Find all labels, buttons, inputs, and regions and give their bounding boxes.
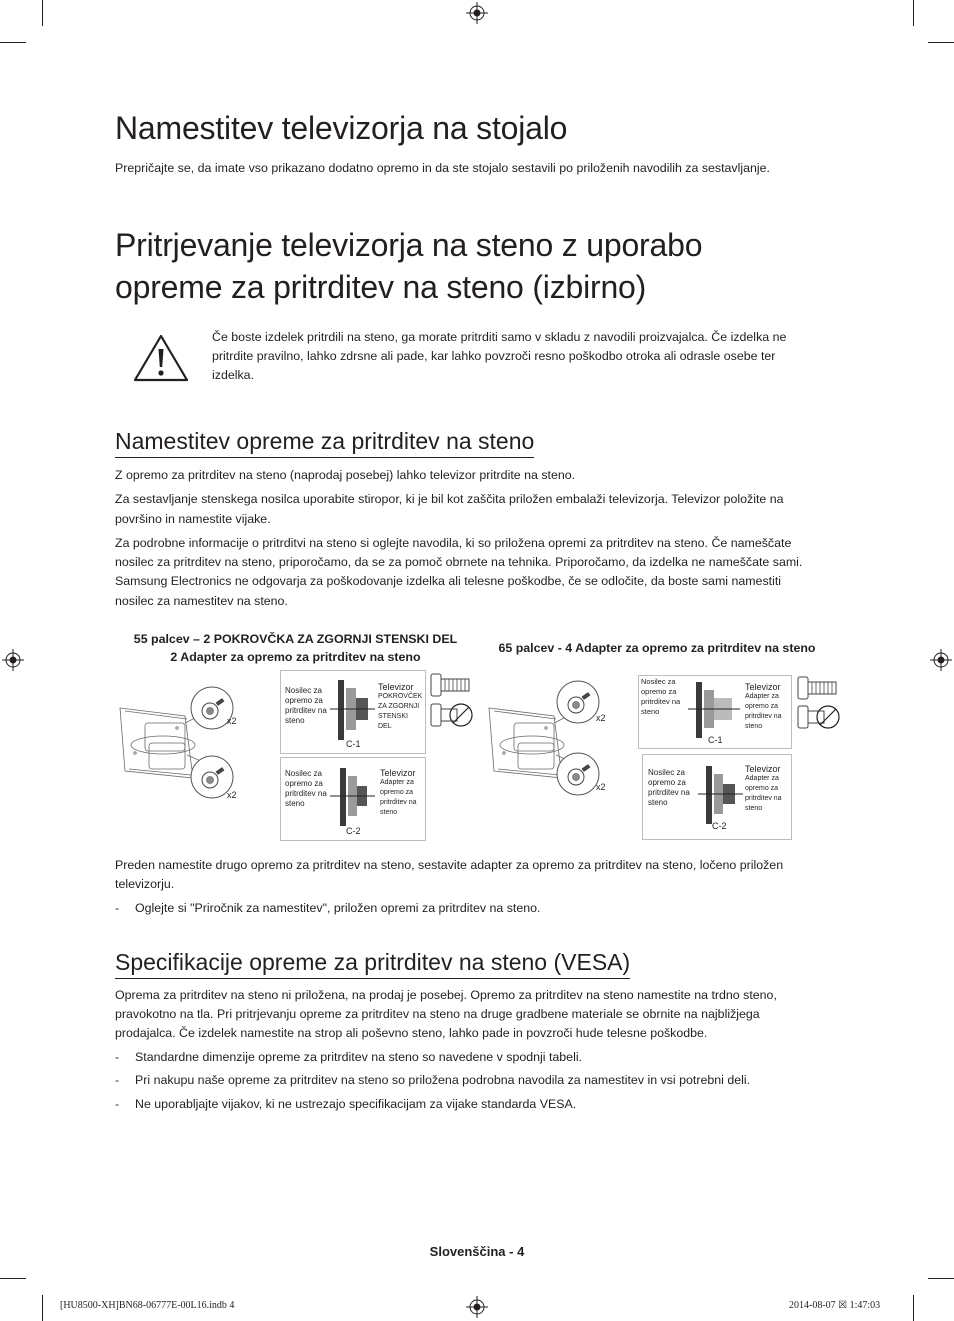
bracket-cross-section-icon (688, 678, 740, 740)
vesa-section-heading: Specifikacije opreme za pritrditev na steno (VESA) (115, 948, 630, 979)
list-item: - Ne uporabljajte vijakov, ki ne ustrezajo specifikacijam za vijake standarda VESA. (115, 1097, 577, 1111)
quantity-label: x2 (596, 713, 606, 723)
warning-text: pritrdite pravilno, lahko zdrsne ali pade, kar lahko povzroči resno poškodbo otroka ali odrasle osebe ter (212, 349, 776, 363)
detail-left-label: Nosilec za opremo za pritrditev na steno (648, 768, 690, 807)
bracket-cross-section-icon (330, 764, 375, 830)
screw-detail-icon (556, 680, 601, 725)
screw-icon (429, 672, 473, 698)
paragraph: Preden namestite drugo opremo za pritrditev na steno, sestavite adapter za opremo za pritrditev na steno, ločeno priložen (115, 858, 784, 872)
bracket-cross-section-icon (330, 676, 375, 744)
paragraph: Za podrobne informacije o pritrditvi na steno si oglejte navodila, ki so priložena opremi za pritrditev na steno. Če nameščate (115, 536, 792, 550)
detail-code: C-1 (346, 739, 361, 749)
registration-mark-icon (2, 649, 24, 671)
paragraph: pravokotno na tla. Pri pritrjevanju opreme za pritrditev na steno na druge gradbene materiale se obrnite na najbližjega (115, 1007, 760, 1021)
crop-mark (0, 1278, 26, 1279)
registration-mark-icon (930, 649, 952, 671)
paragraph: Samsung Electronics ne odgovarja za poškodovanje izdelka ali telesne poškodbe, če se odločite, da boste sami namestiti (115, 574, 782, 588)
paragraph: prodajalca. Če izdelek namestite na strop ali poševno steno, lahko pade in povzroči hude telesne poškodbe. (115, 1026, 708, 1040)
figure-caption-55: 55 palcev – 2 POKROVČKA ZA ZGORNJI STENSKI DEL 2 Adapter za opremo za pritrditev na steno (133, 632, 458, 664)
intro-text: Prepričajte se, da imate vso prikazano dodatno opremo in da ste stojalo sestavili po priloženih navodilih za sestavljanje. (115, 161, 771, 175)
registration-mark-icon (466, 2, 488, 24)
install-section-heading-wrap (115, 427, 534, 458)
page-title: Namestitev televizorja na stojalo (115, 110, 568, 146)
paragraph: nosilec za namestitev na steno. (115, 594, 288, 608)
detail-left-label: Nosilec za opremo za pritrditev na steno (641, 677, 681, 716)
paragraph: površino in namestite vijake. (115, 512, 271, 526)
print-slug-left: [HU8500-XH]BN68-06777E-00L16.indb 4 (60, 1300, 235, 1311)
detail-right-label: Televizor Adapter za opremo za pritrditev na steno (745, 764, 782, 812)
detail-left-label: Nosilec za opremo za pritrditev na steno (285, 686, 327, 725)
paragraph: Z opremo za pritrditev na steno (naprodaj posebej) lahko televizor pritrdite na steno. (115, 468, 576, 482)
crop-mark (0, 42, 26, 43)
warning-text: izdelka. (212, 368, 255, 382)
paragraph: Oprema za pritrditev na steno ni priložena, na prodaj je posebej. Opremo za pritrditev na steno namestite na trdno steno, (115, 988, 777, 1002)
quantity-label: x2 (227, 790, 237, 800)
crop-mark (913, 0, 914, 26)
screw-detail-icon (556, 752, 601, 797)
list-item: - Pri nakupu naše opreme za pritrditev na steno so priložena podrobna navodila za namestitev in vsi potrebni deli. (115, 1073, 751, 1087)
detail-left-label: Nosilec za opremo za pritrditev na steno (285, 769, 327, 808)
figure-caption-65: 65 palcev - 4 Adapter za opremo za pritrditev na steno (498, 641, 816, 655)
detail-code: C-2 (346, 826, 361, 836)
detail-code: C-2 (712, 821, 727, 831)
bracket-cross-section-icon (698, 762, 743, 828)
crop-mark (928, 42, 954, 43)
print-slug-right: 2014-08-07 ☒ 1:47:03 (789, 1300, 881, 1311)
paragraph: televizorju. (115, 877, 175, 891)
install-section-heading: Namestitev opreme za pritrditev na steno (115, 427, 534, 458)
registration-mark-icon (466, 1296, 488, 1318)
wall-title-line1: Pritrjevanje televizorja na steno z uporabo (115, 227, 703, 263)
crop-mark (42, 0, 43, 26)
screw-icon (796, 675, 840, 701)
detail-code: C-1 (708, 735, 723, 745)
vesa-section-heading-wrap (115, 948, 630, 979)
crop-mark (928, 1278, 954, 1279)
quantity-label: x2 (596, 782, 606, 792)
crop-mark (913, 1295, 914, 1321)
screw-not-allowed-icon (429, 700, 473, 730)
page-number: Slovenščina - 4 (429, 1244, 525, 1259)
warning-triangle-icon (132, 333, 190, 383)
quantity-label: x2 (227, 716, 237, 726)
paragraph: Za sestavljanje stenskega nosilca uporabite stiropor, ki je bil kot zaščita priložen embalaži televizorja. Televizor položite na (115, 492, 784, 506)
detail-right-label: Televizor Adapter za opremo za pritrditev na steno (745, 682, 782, 730)
list-item: - Standardne dimenzije opreme za pritrditev na steno so navedene v spodnji tabeli. (115, 1050, 583, 1064)
detail-right-label: Televizor POKROVČEK ZA ZGORNJI STENSKI DEL (378, 682, 423, 730)
paragraph: nosilec za pritrditev na steno, priporočamo, da se za pomoč obrnete na tehnika. Priporočamo, da izdelka ne nameščate sami. (115, 555, 803, 569)
list-item: - Oglejte si "Priročnik za namestitev", priložen opremi za pritrditev na steno. (115, 901, 541, 915)
warning-text: Če boste izdelek pritrdili na steno, ga morate pritrditi samo v skladu z navodili proizvajalca. Če izdelka ne (212, 330, 787, 344)
screw-not-allowed-icon (796, 702, 840, 732)
detail-right-label: Televizor Adapter za opremo za pritrditev na steno (380, 768, 417, 816)
crop-mark (42, 1295, 43, 1321)
wall-title-line2: opreme za pritrditev na steno (izbirno) (115, 269, 647, 305)
